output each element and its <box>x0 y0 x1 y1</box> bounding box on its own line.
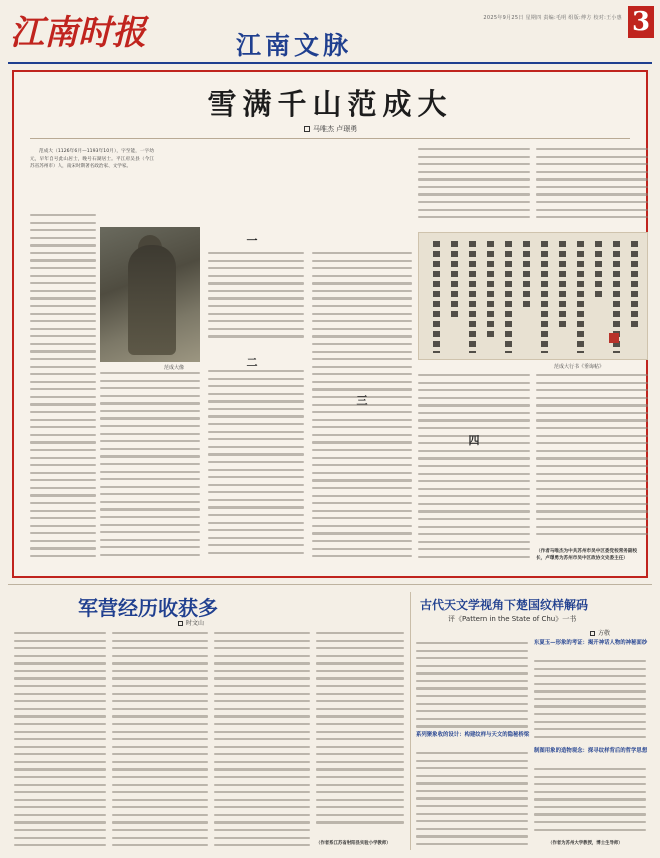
text-column <box>30 214 96 566</box>
article-byline: 马唯杰 卢璟勇 <box>304 124 357 134</box>
portrait-figure <box>128 245 176 355</box>
text-column <box>100 372 200 566</box>
text-column <box>112 632 208 852</box>
text-column <box>316 632 404 832</box>
issue-meta: 2025年9月25日 星期四 责编:毛明 组版:傅方 校对:王小惠 <box>483 15 622 21</box>
sub-heading-1: 东夏玉—形象的考证：揭开神话人物的神秘面纱 <box>534 640 648 646</box>
masthead <box>0 0 660 70</box>
sub-heading-2: 制图用象的造物观念：探寻纹样背后的哲学思想 <box>534 748 648 754</box>
text-column <box>312 252 412 566</box>
section-heading-4: 四 <box>468 434 480 447</box>
section-heading-3: 三 <box>356 394 368 407</box>
text-column <box>534 768 646 834</box>
text-column <box>534 660 646 744</box>
text-column <box>208 370 304 566</box>
bottom-right-title: 古代天文学视角下楚国纹样解码 <box>420 598 589 612</box>
column-divider <box>410 592 411 850</box>
text-column <box>416 642 528 730</box>
portrait-caption: 范成大像 <box>164 365 185 371</box>
bottom-left-byline: 时文山 <box>178 618 204 627</box>
section-title: 江南文脉 <box>236 31 353 60</box>
text-column <box>536 148 648 226</box>
calligraphy-photo <box>418 232 648 360</box>
svg-text:江南时报: 江南时报 <box>10 13 146 52</box>
feature-article <box>12 70 648 578</box>
article-footnote: （作者马唯杰为中共苏州市吴中区委党校常务副校长，卢璟勇为苏州市吴中区政协文史委主任） <box>536 549 638 561</box>
bottom-right-subtitle: 评《Pattern in the State of Chu》一书 <box>448 615 577 623</box>
page-number: 3 <box>628 6 654 38</box>
title-divider <box>30 138 630 139</box>
portrait-photo <box>100 227 200 362</box>
newspaper-logo <box>8 8 158 52</box>
article-intro: 范成大（1126年6月—1193年10月），字至能，一字幼元，早年自号此山居士，晚号石湖居士。平江府吴县（今江苏省苏州市）人，南宋时期著名政治家、文学家。 <box>30 149 154 170</box>
seal-stamp <box>609 333 619 343</box>
section-rule <box>8 584 652 585</box>
text-column <box>418 374 530 564</box>
text-column <box>416 752 528 852</box>
bottom-right-footnote: （作者为苏州大学教授，博士生导师） <box>548 841 623 846</box>
text-column <box>14 632 106 852</box>
bottom-left-title: 军营经历收获多 <box>78 596 218 620</box>
sub-heading-3: 系列聚象收的设计：构建纹样与天文的隐秘桥梁 <box>416 732 530 738</box>
text-column <box>536 374 648 546</box>
text-column <box>418 148 530 226</box>
article-title: 雪满千山范成大 <box>207 87 453 121</box>
bottom-right-byline: 方敬 <box>590 628 610 637</box>
calligraphy-caption: 范成大行书《垂诲帖》 <box>554 364 605 370</box>
text-column <box>208 252 304 348</box>
section-heading-2: 二 <box>246 356 258 369</box>
bottom-left-footnote: （作者系江苏省射阳县实验小学教师） <box>316 841 391 846</box>
masthead-rule <box>8 62 652 64</box>
text-column <box>214 632 310 852</box>
section-heading-1: 一 <box>246 234 258 247</box>
